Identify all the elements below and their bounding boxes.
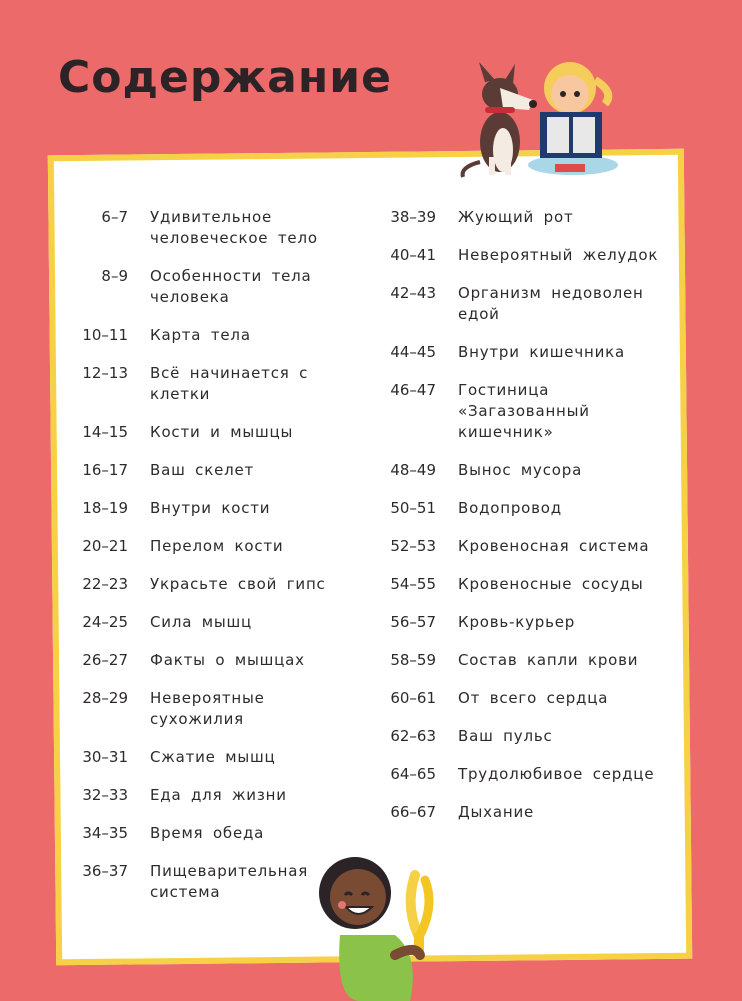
toc-page-range: 56–57 bbox=[390, 613, 436, 631]
toc-entry[interactable] bbox=[364, 283, 684, 325]
toc-entry-title: Внутри кишечника bbox=[458, 343, 625, 361]
toc-entry[interactable] bbox=[364, 688, 684, 709]
toc-entry[interactable] bbox=[364, 574, 684, 595]
boy-with-banana-illustration bbox=[300, 845, 460, 1001]
toc-page-range: 42–43 bbox=[390, 284, 436, 302]
toc-page-range: 34–35 bbox=[82, 824, 128, 842]
toc-entry[interactable] bbox=[364, 380, 684, 443]
toc-entry[interactable] bbox=[364, 498, 684, 519]
toc-entry-title: Пищеварительная система bbox=[150, 862, 309, 901]
toc-entry[interactable] bbox=[62, 823, 362, 844]
toc-entry-title: Внутри кости bbox=[150, 499, 271, 517]
toc-entry-title: Еда для жизни bbox=[150, 786, 287, 804]
toc-page-range: 26–27 bbox=[82, 651, 128, 669]
toc-entry[interactable] bbox=[364, 342, 684, 363]
toc-page-range: 66–67 bbox=[390, 803, 436, 821]
toc-entry[interactable] bbox=[62, 266, 362, 308]
toc-page-range: 58–59 bbox=[390, 651, 436, 669]
toc-entry[interactable] bbox=[62, 574, 362, 595]
toc-page-range: 22–23 bbox=[82, 575, 128, 593]
toc-page-range: 30–31 bbox=[82, 748, 128, 766]
toc-entry-title: Невероятный желудок bbox=[458, 246, 659, 264]
toc-entry[interactable] bbox=[62, 363, 362, 405]
toc-right-column bbox=[364, 207, 684, 840]
toc-entry[interactable] bbox=[364, 245, 684, 266]
toc-entry-title: Особенности тела человека bbox=[150, 267, 312, 306]
toc-page-range: 24–25 bbox=[82, 613, 128, 631]
toc-page-range: 8–9 bbox=[101, 267, 128, 285]
toc-entry[interactable] bbox=[364, 460, 684, 481]
toc-entry-title: Украсьте свой гипс bbox=[150, 575, 326, 593]
toc-page-range: 14–15 bbox=[82, 423, 128, 441]
toc-page-range: 18–19 bbox=[82, 499, 128, 517]
toc-entry-title: Кровеносная система bbox=[458, 537, 650, 555]
toc-entry-title: Гостиница «Загазованный кишечник» bbox=[458, 381, 590, 441]
toc-entry[interactable] bbox=[62, 498, 362, 519]
toc-page-range: 62–63 bbox=[390, 727, 436, 745]
toc-entry-title: Удивительное человеческое тело bbox=[150, 208, 318, 247]
toc-entry-title: От всего сердца bbox=[458, 689, 609, 707]
toc-entry[interactable] bbox=[62, 207, 362, 249]
toc-entry[interactable] bbox=[364, 536, 684, 557]
toc-entry-title: Факты о мышцах bbox=[150, 651, 305, 669]
toc-entry-title: Время обеда bbox=[150, 824, 265, 842]
toc-entry-title: Водопровод bbox=[458, 499, 562, 517]
toc-entry-title: Организм недоволен едой bbox=[458, 284, 644, 323]
toc-entry-title: Дыхание bbox=[458, 803, 535, 821]
toc-entry[interactable] bbox=[62, 650, 362, 671]
toc-page-range: 40–41 bbox=[390, 246, 436, 264]
toc-entry[interactable] bbox=[364, 650, 684, 671]
toc-entry[interactable] bbox=[62, 460, 362, 481]
toc-entry-title: Трудолюбивое сердце bbox=[458, 765, 655, 783]
toc-entry[interactable] bbox=[62, 688, 362, 730]
toc-page-range: 50–51 bbox=[390, 499, 436, 517]
toc-page-range: 16–17 bbox=[82, 461, 128, 479]
toc-page-range: 38–39 bbox=[390, 208, 436, 226]
toc-entry-title: Сжатие мышц bbox=[150, 748, 276, 766]
toc-page-range: 20–21 bbox=[82, 537, 128, 555]
toc-entry-title: Всё начинается с клетки bbox=[150, 364, 309, 403]
page-title: Содержание bbox=[58, 52, 392, 103]
toc-entry-title: Кровеносные сосуды bbox=[458, 575, 644, 593]
toc-entry-title: Ваш пульс bbox=[458, 727, 553, 745]
toc-page-range: 10–11 bbox=[82, 326, 128, 344]
toc-entry-title: Перелом кости bbox=[150, 537, 284, 555]
toc-page-range: 44–45 bbox=[390, 343, 436, 361]
toc-entry-title: Кости и мышцы bbox=[150, 423, 294, 441]
toc-left-column bbox=[62, 207, 362, 920]
toc-page-range: 12–13 bbox=[82, 364, 128, 382]
toc-entry[interactable] bbox=[364, 802, 684, 823]
toc-page-range: 48–49 bbox=[390, 461, 436, 479]
toc-page-range: 32–33 bbox=[82, 786, 128, 804]
toc-entry[interactable] bbox=[62, 612, 362, 633]
toc-entry-title: Ваш скелет bbox=[150, 461, 255, 479]
toc-entry-title: Вынос мусора bbox=[458, 461, 583, 479]
toc-entry-title: Кровь-курьер bbox=[458, 613, 576, 631]
toc-entry[interactable] bbox=[62, 785, 362, 806]
toc-entry[interactable] bbox=[62, 422, 362, 443]
toc-entry[interactable] bbox=[364, 726, 684, 747]
toc-entry[interactable] bbox=[364, 207, 684, 228]
toc-page-range: 36–37 bbox=[82, 862, 128, 880]
toc-entry[interactable] bbox=[62, 325, 362, 346]
toc-entry[interactable] bbox=[364, 764, 684, 785]
toc-page-range: 54–55 bbox=[390, 575, 436, 593]
toc-page-range: 28–29 bbox=[82, 689, 128, 707]
toc-entry-title: Состав капли крови bbox=[458, 651, 639, 669]
toc-entry[interactable] bbox=[62, 536, 362, 557]
toc-entry-title: Сила мышц bbox=[150, 613, 253, 631]
toc-entry[interactable] bbox=[62, 747, 362, 768]
toc-page-range: 60–61 bbox=[390, 689, 436, 707]
toc-entry-title: Невероятные сухожилия bbox=[150, 689, 265, 728]
toc-page-range: 52–53 bbox=[390, 537, 436, 555]
toc-entry-title: Карта тела bbox=[150, 326, 251, 344]
toc-entry[interactable] bbox=[364, 612, 684, 633]
toc-page-range: 64–65 bbox=[390, 765, 436, 783]
toc-page-range: 46–47 bbox=[390, 381, 436, 399]
toc-page-range: 6–7 bbox=[101, 208, 128, 226]
toc-entry-title: Жующий рот bbox=[458, 208, 574, 226]
